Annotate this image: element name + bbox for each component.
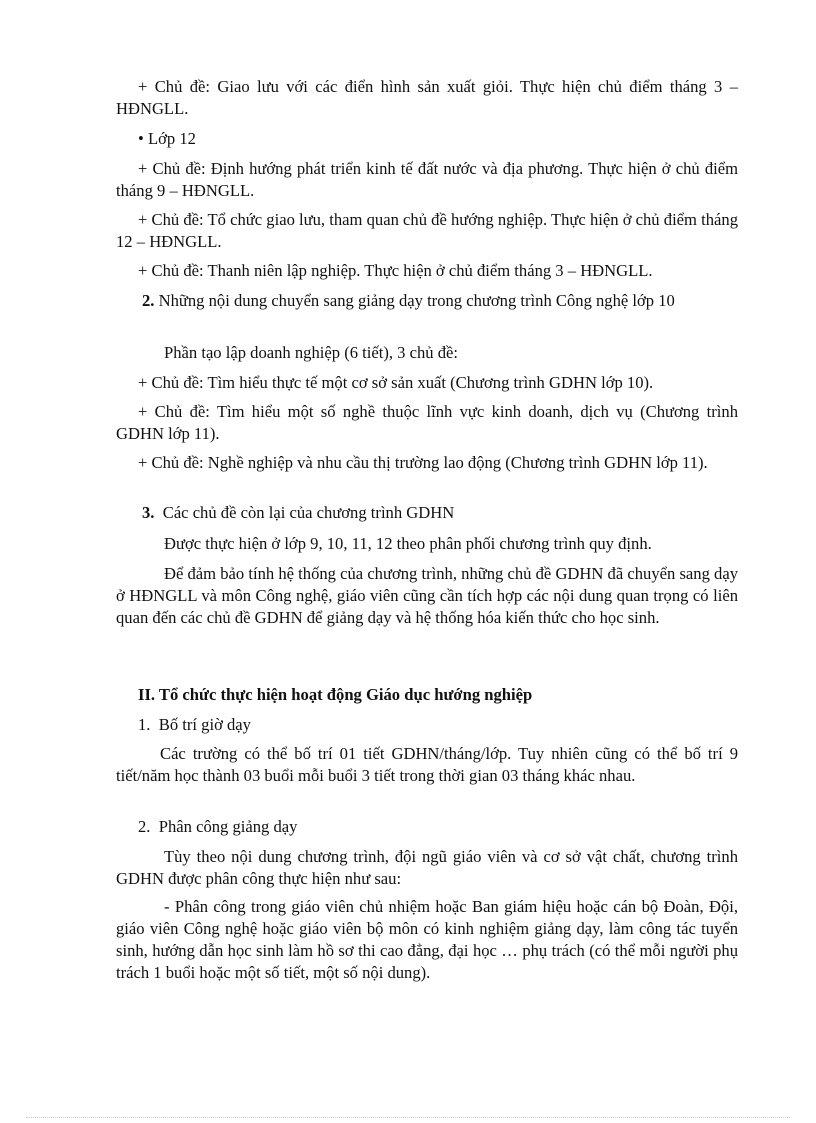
section-3-heading — [116, 502, 738, 524]
paragraph-assignment-intro: Tùy theo nội dung chương trình, đội ngũ giáo viên và cơ sở vật chất, chương trình GDHN được phân công thực hiện như sau: — [116, 847, 738, 888]
subheading-assignment — [116, 816, 738, 838]
paragraph-topic-economy: + Chủ đề: Định hướng phát triển kinh tế đất nước và địa phương. Thực hiện ở chủ điểm tháng 9 – HĐNGLL. — [116, 159, 738, 200]
part-ii-heading: II. Tổ chức thực hiện hoạt động Giáo dục hướng nghiệp — [138, 685, 533, 704]
paragraph-topic-career-visit: + Chủ đề: Tổ chức giao lưu, tham quan chủ đề hướng nghiệp. Thực hiện ở chủ điểm tháng 12 – HĐNGLL. — [116, 210, 738, 251]
subheading-schedule — [116, 714, 738, 736]
section-2-heading — [116, 290, 738, 312]
paragraph-topic-production-facility: + Chủ đề: Tìm hiểu thực tế một cơ sở sản xuất (Chương trình GDHN lớp 10). — [138, 373, 654, 392]
page-bottom-divider — [26, 1117, 790, 1118]
item-number: 2. — [138, 817, 151, 836]
section-title: Những nội dung chuyển sang giảng dạy trong chương trình Công nghệ lớp 10 — [158, 291, 675, 310]
paragraph-topic-business-services: + Chủ đề: Tìm hiểu một số nghề thuộc lĩnh vực kinh doanh, dịch vụ (Chương trình GDHN lớp 11). — [116, 402, 738, 443]
item-number: 1. — [138, 715, 151, 734]
item-title: Phân công giảng dạy — [158, 817, 298, 836]
paragraph-topic-youth-startup: + Chủ đề: Thanh niên lập nghiệp. Thực hiện ở chủ điểm tháng 3 – HĐNGLL. — [138, 261, 653, 280]
paragraph-implementation-grades: Được thực hiện ở lớp 9, 10, 11, 12 theo phân phối chương trình quy định. — [164, 534, 652, 553]
paragraph-enterprise-part: Phần tạo lập doanh nghiệp (6 tiết), 3 chủ đề: — [164, 343, 459, 362]
section-number: 2. — [142, 291, 155, 310]
bullet-grade-12: • Lớp 12 — [138, 129, 196, 148]
paragraph-integration: Để đảm bảo tính hệ thống của chương trình, những chủ đề GDHN đã chuyển sang dạy ở HĐNGLL và môn Công nghệ, giáo viên cũng cần tích hợp các nội dung quan trọng có liên quan đến các chủ đề GDHN để giảng dạy và hệ thống hóa kiến thức cho học sinh. — [116, 564, 738, 627]
paragraph-assignment-detail: - Phân công trong giáo viên chủ nhiệm hoặc Ban giám hiệu hoặc cán bộ Đoàn, Đội, giáo viên Công nghệ hoặc giáo viên bộ môn có kinh nghiệm giảng dạy, làm công tác tuyển sinh, hướng dẫn học sinh làm hồ sơ thi cao đẳng, đại học … phụ trách (có thể mỗi người phụ trách 1 buổi hoặc một số tiết, một số nội dung). — [116, 897, 738, 982]
paragraph-schedule-detail: Các trường có thể bố trí 01 tiết GDHN/tháng/lớp. Tuy nhiên cũng có thể bố trí 9 tiết/năm học thành 03 buổi mỗi buổi 3 tiết trong thời gian 03 tháng khác nhau. — [116, 744, 738, 785]
section-number: 3. — [142, 503, 155, 522]
item-title: Bố trí giờ dạy — [158, 715, 251, 734]
paragraph-topic-labor-market: + Chủ đề: Nghề nghiệp và nhu cầu thị trường lao động (Chương trình GDHN lớp 11). — [138, 453, 708, 472]
paragraph-topic-production: + Chủ đề: Giao lưu với các điển hình sản xuất giỏi. Thực hiện chủ điểm tháng 3 – HĐNGLL. — [116, 77, 738, 118]
section-title: Các chủ đề còn lại của chương trình GDHN — [162, 503, 455, 522]
